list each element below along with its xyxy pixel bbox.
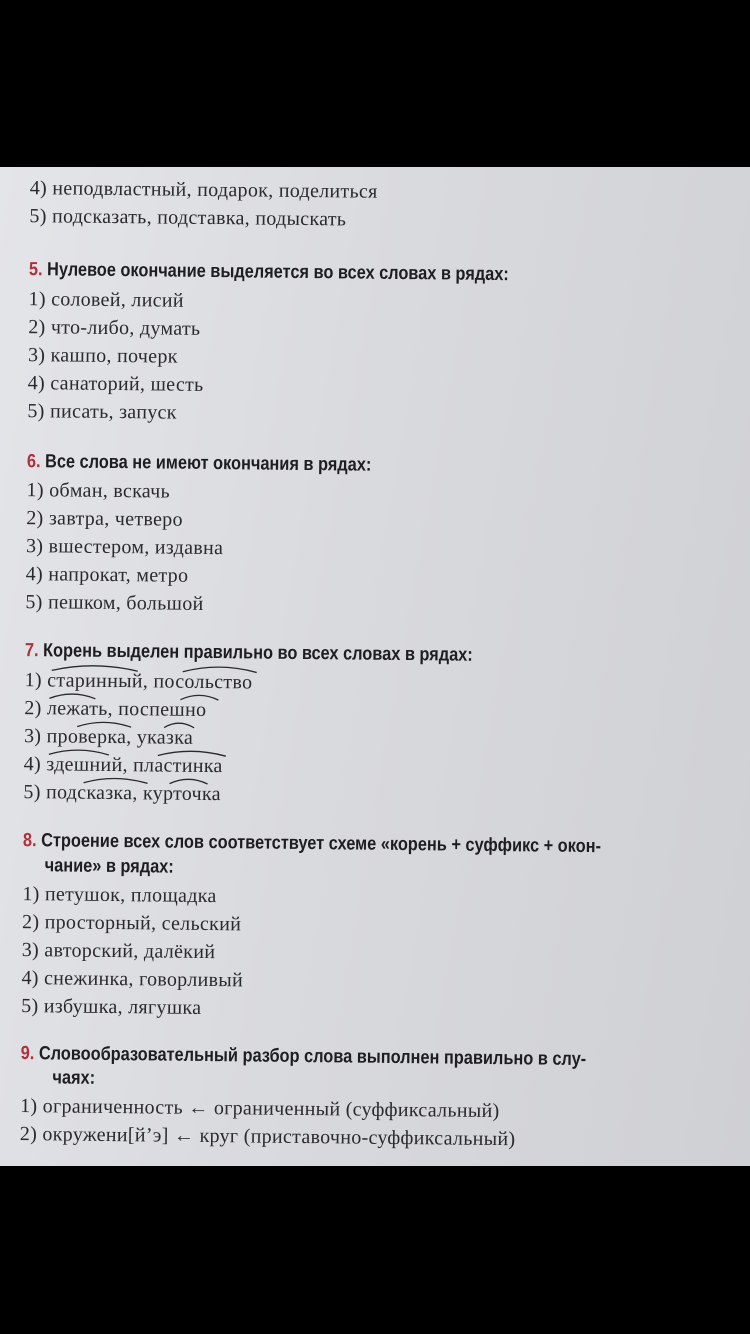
q5-option-4: 4) санаторий, шесть bbox=[27, 372, 204, 396]
q8-option-3: 3) авторский, далёкий bbox=[21, 939, 216, 964]
question-5 bbox=[29, 259, 509, 286]
q5-option-1: 1) соловей, лисий bbox=[28, 288, 184, 312]
q5-option-5: 5) писать, запуск bbox=[27, 400, 177, 424]
question-text: Нулевое окончание выделяется во всех словах в рядах: bbox=[46, 259, 509, 286]
q7-option-4: 4) здешний, пластинка bbox=[23, 753, 223, 778]
q7-option-5: 5) подсказка, курточка bbox=[23, 781, 221, 806]
q6-option-5: 5) пешком, большой bbox=[25, 591, 204, 615]
q8-option-2: 2) просторный, сельский bbox=[21, 911, 242, 936]
question-6 bbox=[27, 451, 372, 477]
question-7 bbox=[25, 640, 473, 667]
q9-option-2: 2) окружени[й’э] ← круг (приставочно-суффиксальный) bbox=[19, 1123, 516, 1151]
q5-option-3: 3) кашпо, почерк bbox=[27, 344, 178, 368]
question-number: 5. bbox=[28, 259, 43, 281]
question-text: Словообразовательный разбор слова выполнен правильно в слу- bbox=[38, 1043, 587, 1070]
q5-option-2: 2) что-либо, думать bbox=[28, 316, 201, 340]
q6-option-1: 1) обман, вскачь bbox=[26, 479, 171, 503]
top-option-5: 5) подсказать, подставка, подыскать bbox=[29, 205, 347, 231]
q7-option-2: 2) лежать, поспешно bbox=[24, 697, 207, 721]
question-number: 6. bbox=[26, 451, 41, 473]
question-text: Все слова не имеют окончания в рядах: bbox=[44, 451, 372, 476]
q7-option-3: 3) проверка, указка bbox=[23, 725, 194, 749]
q8-option-4: 4) снежинка, говорливый bbox=[21, 967, 244, 992]
question-number: 9. bbox=[20, 1043, 35, 1065]
q6-option-4: 4) напрокат, метро bbox=[25, 563, 189, 587]
question-text: Корень выделен правильно во всех словах в рядах: bbox=[43, 640, 473, 666]
question-8-continuation: чание» в рядах: bbox=[44, 855, 174, 878]
question-8 bbox=[23, 830, 601, 858]
question-9 bbox=[21, 1043, 587, 1071]
question-text: Строение всех слов соответствует схеме «корень + суффикс + окон- bbox=[41, 830, 602, 858]
q7-option-1: 1) старинный, посольство bbox=[24, 669, 253, 694]
q8-option-5: 5) избушка, лягушка bbox=[21, 995, 202, 1019]
question-number: 7. bbox=[24, 640, 39, 662]
q9-option-1: 1) ограниченность ← ограниченный (суффиксальный) bbox=[20, 1095, 500, 1123]
q6-option-2: 2) завтра, четверо bbox=[26, 507, 183, 531]
top-option-4: 4) неподвластный, подарок, поделиться bbox=[29, 177, 378, 203]
textbook-page bbox=[0, 167, 750, 1166]
question-9-continuation: чаях: bbox=[52, 1067, 96, 1089]
question-number: 8. bbox=[22, 830, 37, 852]
q8-option-1: 1) петушок, площадка bbox=[22, 883, 217, 908]
q6-option-3: 3) вшестером, издавна bbox=[25, 535, 224, 560]
